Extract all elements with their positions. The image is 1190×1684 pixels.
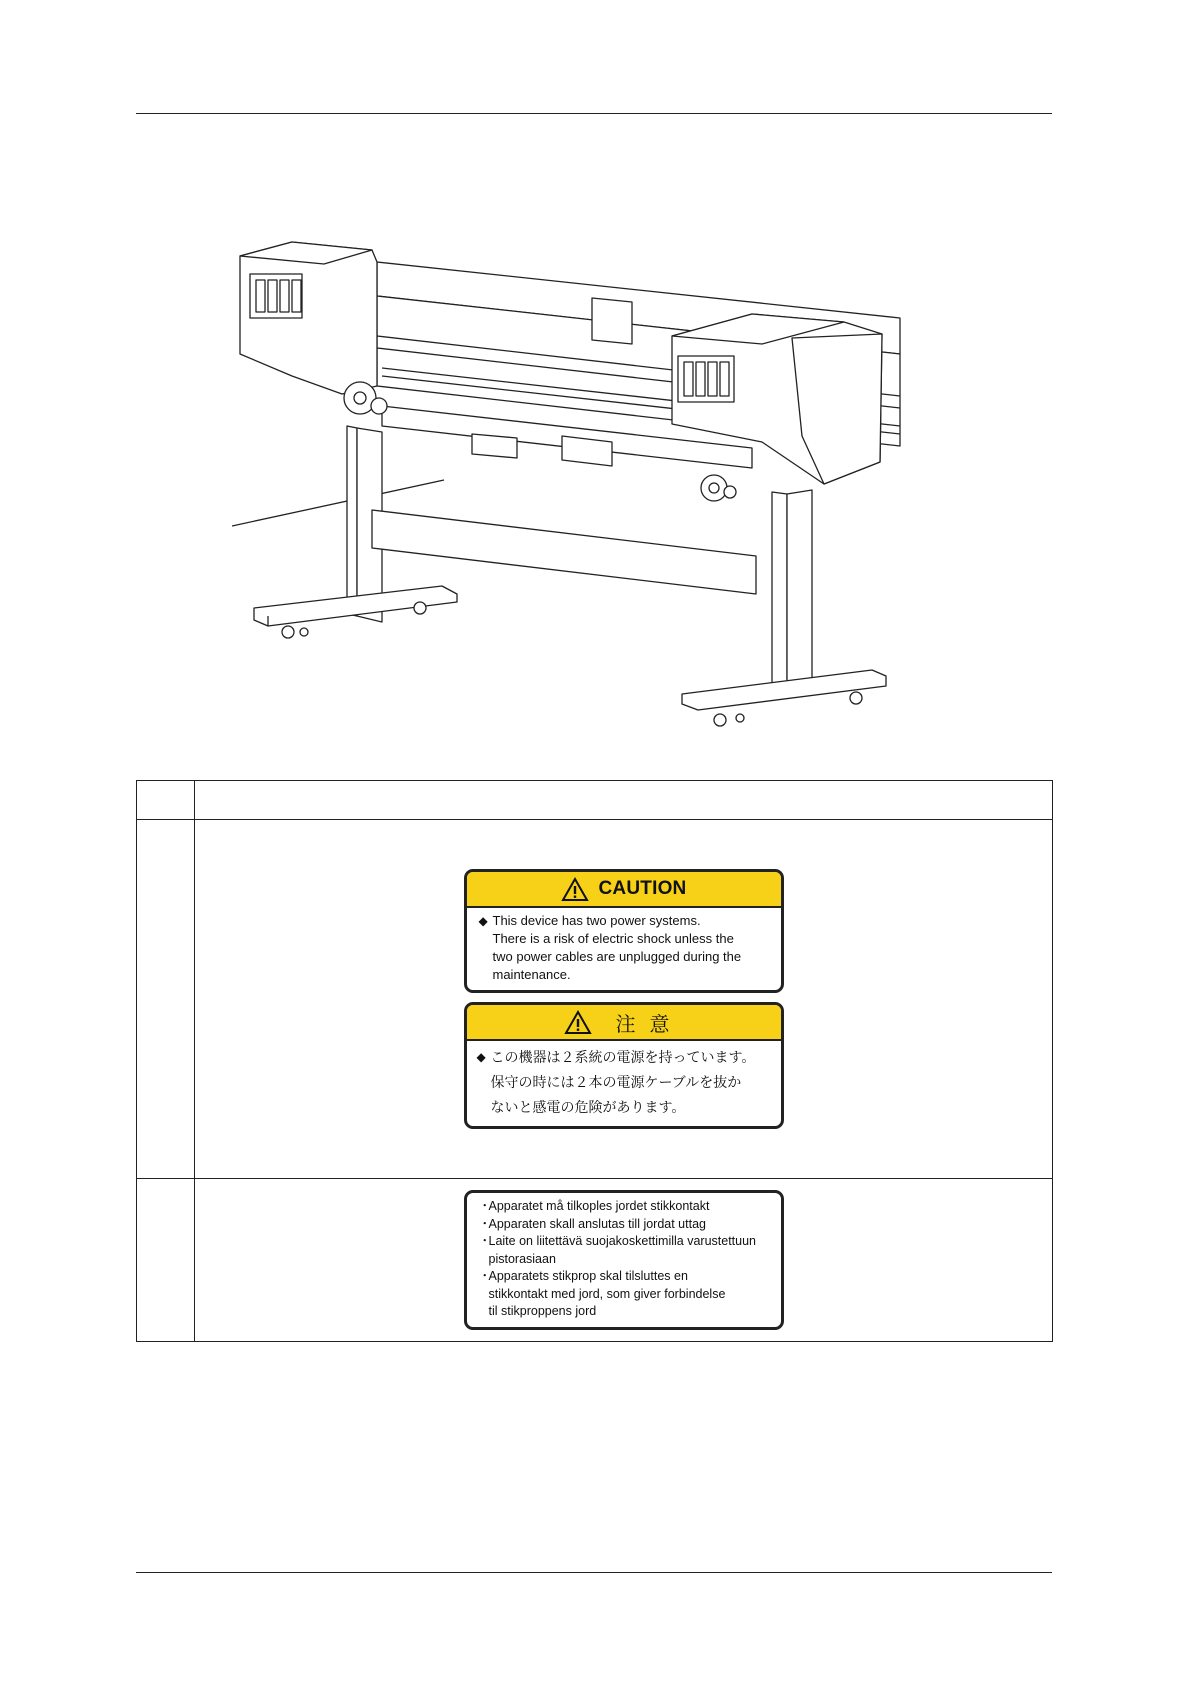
dot-bullet-icon: ・ [478,1234,492,1249]
printer-illustration [232,236,952,746]
caution-text-line: maintenance. [492,967,571,982]
caution-text-line: この機器は２系統の電源を持っています。 [490,1049,756,1065]
warning-triangle-icon [564,1010,592,1035]
footer-rule [136,1572,1052,1573]
warning-triangle-icon [561,877,589,902]
row-number-cell [137,1179,195,1342]
grounding-text-line: Apparatets stikprop skal tilsluttes en [488,1269,688,1284]
caution-text-line: ないと感電の危険があります。 [490,1099,686,1115]
header-number-cell [137,781,195,820]
row-content-cell [195,820,1053,1179]
grounding-text-line: til stikproppens jord [488,1304,597,1319]
caution-label-english [464,869,784,993]
grounding-text-line: Apparaten skall anslutas till jordat uttag [488,1216,706,1231]
caution-text-line: 保守の時には２本の電源ケーブルを抜か [490,1074,742,1090]
header-rule [136,113,1052,114]
dot-bullet-icon: ・ [478,1269,492,1284]
caution-title-japanese: 注意 [615,1013,684,1036]
grounding-label-nordic [464,1190,784,1330]
label-table [136,780,1053,1342]
grounding-text-line: Laite on liitettävä suojakoskettimilla varustettuun [488,1234,757,1249]
caution-label-header [467,1005,781,1041]
caution-text-line: This device has two power systems. [492,913,701,928]
grounding-text-line: pistorasiaan [488,1251,556,1266]
header-content-cell [195,781,1053,820]
grounding-text-line: Apparatet må tilkoples jordet stikkontakt [488,1199,710,1214]
grounding-text-line: stikkontakt med jord, som giver forbindelse [488,1286,726,1301]
caution-label-body [467,908,781,990]
dot-bullet-icon: ・ [478,1199,492,1214]
caution-title: CAUTION [598,878,687,899]
table-row [137,1179,1053,1342]
caution-label-japanese [464,1002,784,1129]
diamond-bullet-icon: ◆ [478,914,488,928]
diamond-bullet-icon: ◆ [476,1050,486,1064]
row-number-cell [137,820,195,1179]
caution-label-body [467,1041,781,1126]
dot-bullet-icon: ・ [478,1216,492,1231]
caution-text-line: two power cables are unplugged during the [492,949,742,964]
table-row [137,820,1053,1179]
table-header-row [137,781,1053,820]
caution-text-line: There is a risk of electric shock unless the [492,931,734,946]
row-content-cell [195,1179,1053,1342]
caution-label-header [467,872,781,908]
